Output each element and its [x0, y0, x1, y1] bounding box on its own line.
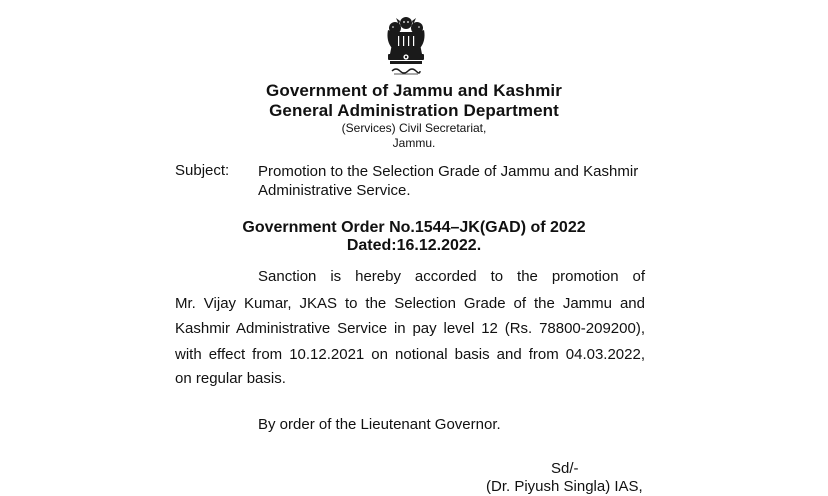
body-line: on regular basis.	[175, 370, 286, 387]
header-government: Government of Jammu and Kashmir	[266, 81, 562, 100]
signatory-name: (Dr. Piyush Singla) IAS,	[486, 478, 643, 495]
header-address-line2: Jammu.	[392, 136, 436, 150]
by-order-line: By order of the Lieutenant Governor.	[258, 416, 501, 433]
body-line: Mr. Vijay Kumar, JKAS to the Selection Grade of the Jammu and	[175, 295, 645, 312]
order-date: Dated:16.12.2022.	[346, 237, 482, 254]
header-department: General Administration Department	[269, 101, 559, 120]
body-line: Sanction is hereby accorded to the promotion of	[258, 268, 645, 285]
subject-line1: Promotion to the Selection Grade of Jammu and Kashmir	[258, 163, 639, 180]
subject-text	[258, 162, 658, 200]
header-address-line1: (Services) Civil Secretariat,	[341, 121, 487, 135]
state-emblem-icon	[378, 14, 434, 80]
subject-label: Subject:	[175, 162, 230, 179]
subject-line2: Administrative Service.	[258, 182, 411, 199]
body-line: with effect from 10.12.2021 on notional basis and from 04.03.2022,	[175, 346, 645, 363]
body-line: Kashmir Administrative Service in pay level 12 (Rs. 78800-209200),	[175, 320, 645, 337]
order-number: Government Order No.1544–JK(GAD) of 2022	[242, 219, 586, 236]
signed-mark: Sd/-	[551, 460, 579, 477]
